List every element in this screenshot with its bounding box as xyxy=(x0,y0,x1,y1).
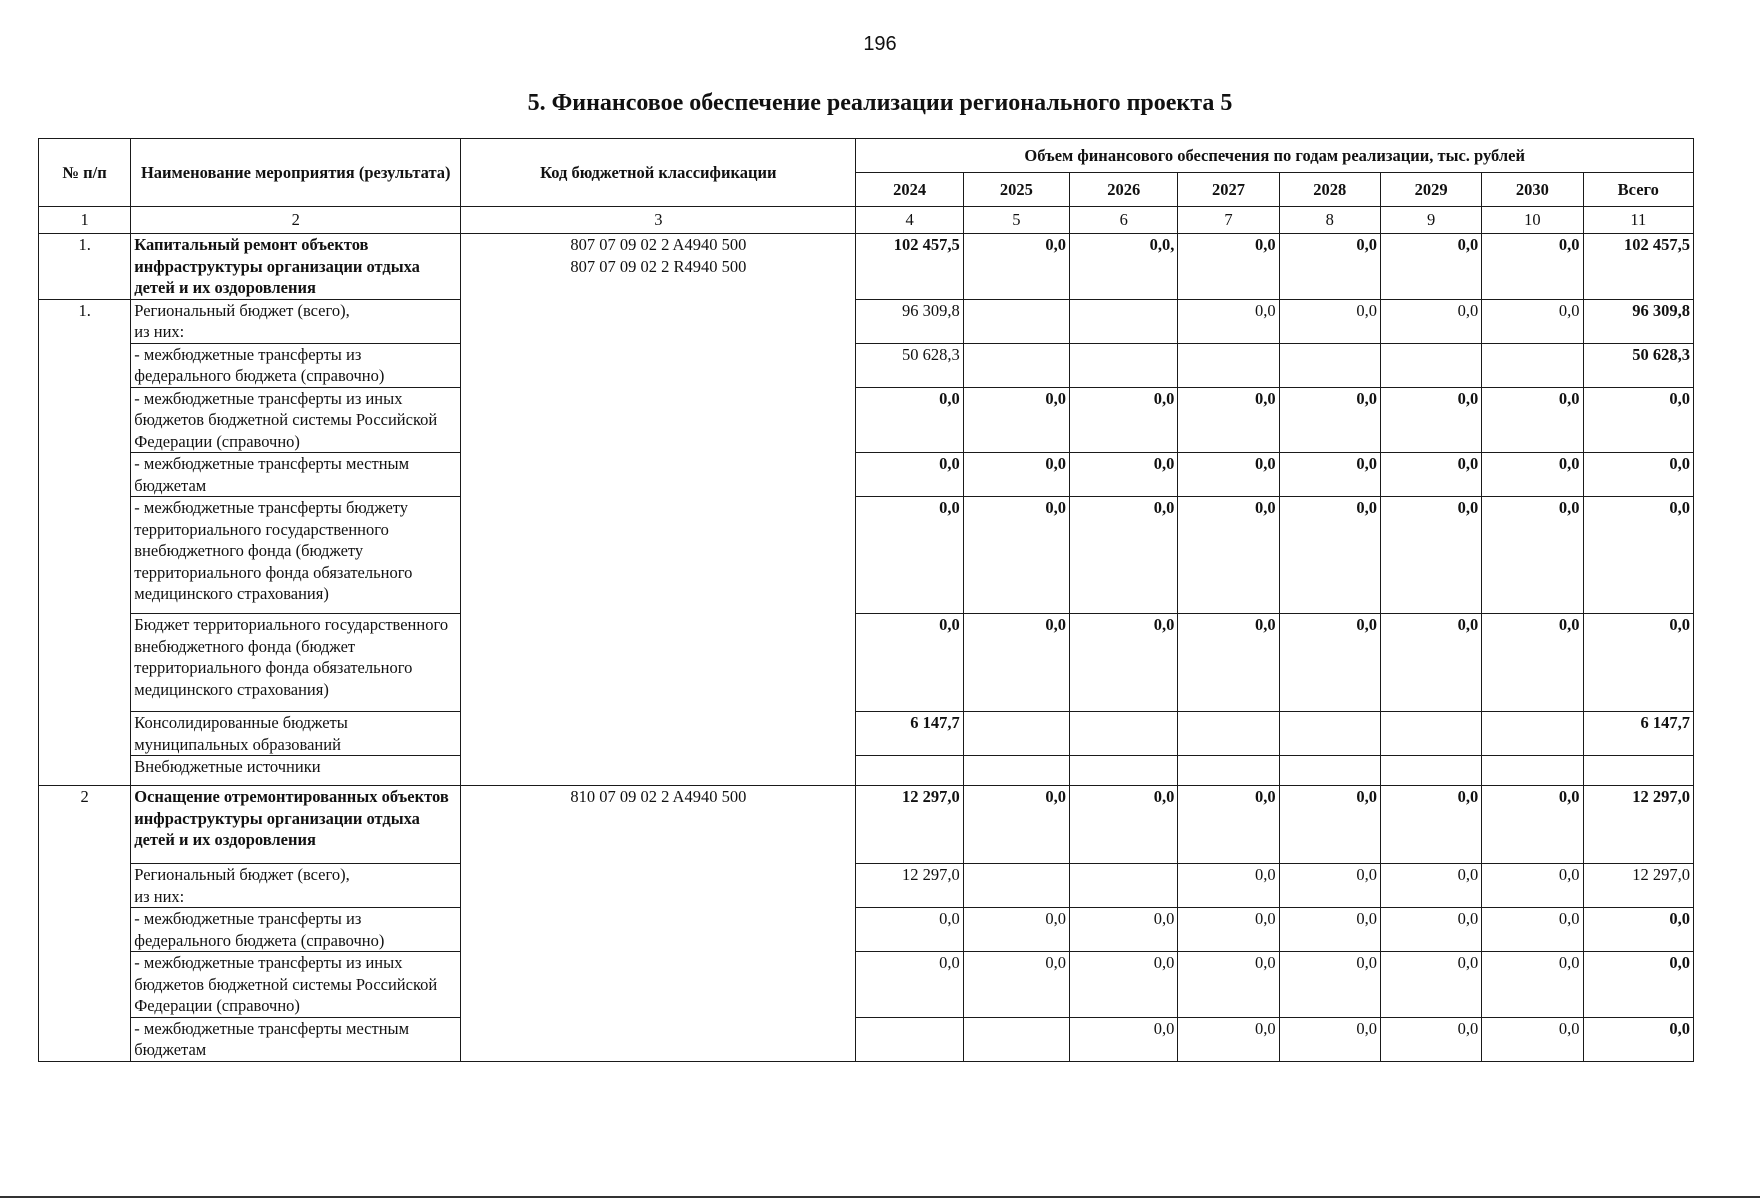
year-value: 0,0 xyxy=(1279,786,1380,864)
table-row xyxy=(39,343,1694,387)
measure-name: - межбюджетные трансферты из федерального бюджета (справочно) xyxy=(131,343,461,387)
financing-table xyxy=(38,138,1694,1062)
total-value: 0,0 xyxy=(1583,952,1693,1018)
table-row xyxy=(39,614,1694,712)
year-value: 0,0 xyxy=(1178,234,1279,300)
year-value: 0,0 xyxy=(1380,453,1481,497)
year-value: 0,0 xyxy=(1178,786,1279,864)
year-value xyxy=(856,756,963,786)
year-value: 96 309,8 xyxy=(856,299,963,343)
year-value: 0,0 xyxy=(1279,234,1380,300)
year-value: 0,0 xyxy=(1070,453,1178,497)
year-value xyxy=(1380,756,1481,786)
year-value: 0,0, xyxy=(1070,234,1178,300)
year-value: 0,0 xyxy=(1178,453,1279,497)
year-value: 0,0 xyxy=(1380,908,1481,952)
year-value: 0,0 xyxy=(1178,299,1279,343)
year-value: 0,0 xyxy=(1482,786,1583,864)
year-value: 0,0 xyxy=(1279,908,1380,952)
table-row xyxy=(39,234,1694,300)
year-value xyxy=(1380,712,1481,756)
year-value: 0,0 xyxy=(1178,952,1279,1018)
year-value xyxy=(1070,712,1178,756)
year-value xyxy=(1482,343,1583,387)
total-value: 6 147,7 xyxy=(1583,712,1693,756)
year-value: 0,0 xyxy=(1380,864,1481,908)
year-value: 0,0 xyxy=(1380,1017,1481,1061)
year-value: 0,0 xyxy=(963,614,1069,712)
year-value: 0,0 xyxy=(1178,387,1279,453)
table-row xyxy=(39,453,1694,497)
document-title: 5. Финансовое обеспечение реализации регионального проекта 5 xyxy=(527,90,1233,116)
measure-name: Консолидированные бюджеты муниципальных образований xyxy=(131,712,461,756)
column-number: 8 xyxy=(1279,207,1380,234)
year-value: 0,0 xyxy=(1070,952,1178,1018)
header-code: Код бюджетной классификации xyxy=(461,139,856,207)
year-value: 0,0 xyxy=(1482,908,1583,952)
year-value: 0,0 xyxy=(1178,497,1279,614)
header-year: 2025 xyxy=(963,173,1069,207)
year-value: 0,0 xyxy=(1380,234,1481,300)
budget-code: 810 07 09 02 2 A4940 500 xyxy=(461,786,856,1062)
total-value: 12 297,0 xyxy=(1583,864,1693,908)
year-value: 0,0 xyxy=(963,387,1069,453)
year-value xyxy=(963,299,1069,343)
year-value: 0,0 xyxy=(856,387,963,453)
footer-rule xyxy=(0,1196,1760,1198)
year-value: 0,0 xyxy=(1279,299,1380,343)
year-value xyxy=(1070,864,1178,908)
header-year: 2027 xyxy=(1178,173,1279,207)
year-value: 0,0 xyxy=(1482,387,1583,453)
year-value: 0,0 xyxy=(1279,453,1380,497)
year-value: 0,0 xyxy=(1482,299,1583,343)
table-row xyxy=(39,864,1694,908)
measure-name: - межбюджетные трансферты из иных бюджетов бюджетной системы Российской Федерации (справочно) xyxy=(131,952,461,1018)
header-year: 2026 xyxy=(1070,173,1178,207)
year-value: 0,0 xyxy=(856,497,963,614)
year-value: 0,0 xyxy=(1380,786,1481,864)
header-year: 2024 xyxy=(856,173,963,207)
total-value: 50 628,3 xyxy=(1583,343,1693,387)
header-year: Всего xyxy=(1583,173,1693,207)
year-value: 0,0 xyxy=(1070,387,1178,453)
year-value: 0,0 xyxy=(1380,614,1481,712)
year-value: 0,0 xyxy=(1482,864,1583,908)
year-value: 0,0 xyxy=(1279,497,1380,614)
measure-name: - межбюджетные трансферты местным бюджетам xyxy=(131,1017,461,1061)
column-number: 7 xyxy=(1178,207,1279,234)
year-value: 0,0 xyxy=(1178,864,1279,908)
year-value: 12 297,0 xyxy=(856,786,963,864)
measure-name: - межбюджетные трансферты местным бюджетам xyxy=(131,453,461,497)
header-number: № п/п xyxy=(39,139,131,207)
table-row xyxy=(39,786,1694,864)
header-volume: Объем финансового обеспечения по годам реализации, тыс. рублей xyxy=(856,139,1694,173)
total-value xyxy=(1583,756,1693,786)
year-value: 0,0 xyxy=(1279,614,1380,712)
total-value: 0,0 xyxy=(1583,614,1693,712)
header-year: 2028 xyxy=(1279,173,1380,207)
year-value: 6 147,7 xyxy=(856,712,963,756)
column-number: 1 xyxy=(39,207,131,234)
year-value xyxy=(856,1017,963,1061)
year-value xyxy=(1070,343,1178,387)
year-value: 0,0 xyxy=(963,786,1069,864)
year-value xyxy=(963,343,1069,387)
table-row xyxy=(39,712,1694,756)
year-value: 0,0 xyxy=(1070,786,1178,864)
table-row xyxy=(39,952,1694,1018)
measure-name: Капитальный ремонт объектов инфраструктуры организации отдыха детей и их оздоровления xyxy=(131,234,461,300)
year-value: 0,0 xyxy=(1482,234,1583,300)
year-value: 0,0 xyxy=(1380,497,1481,614)
column-number: 11 xyxy=(1583,207,1693,234)
total-value: 102 457,5 xyxy=(1583,234,1693,300)
column-number: 3 xyxy=(461,207,856,234)
column-number: 4 xyxy=(856,207,963,234)
year-value xyxy=(1482,756,1583,786)
year-value: 50 628,3 xyxy=(856,343,963,387)
table-row xyxy=(39,387,1694,453)
year-value: 0,0 xyxy=(963,453,1069,497)
table-row xyxy=(39,908,1694,952)
total-value: 12 297,0 xyxy=(1583,786,1693,864)
year-value: 0,0 xyxy=(1482,453,1583,497)
year-value: 0,0 xyxy=(856,908,963,952)
year-value: 0,0 xyxy=(1482,952,1583,1018)
year-value xyxy=(1279,712,1380,756)
year-value: 0,0 xyxy=(1178,1017,1279,1061)
column-numbers-row xyxy=(39,207,1694,234)
year-value: 0,0 xyxy=(1070,908,1178,952)
year-value: 0,0 xyxy=(1279,952,1380,1018)
column-number: 6 xyxy=(1070,207,1178,234)
column-number: 2 xyxy=(131,207,461,234)
year-value xyxy=(1070,756,1178,786)
measure-name: - межбюджетные трансферты из иных бюджетов бюджетной системы Российской Федерации (справочно) xyxy=(131,387,461,453)
year-value xyxy=(963,1017,1069,1061)
page-number: 196 xyxy=(863,33,897,55)
total-value: 0,0 xyxy=(1583,453,1693,497)
year-value xyxy=(963,712,1069,756)
year-value: 0,0 xyxy=(1279,387,1380,453)
table-row xyxy=(39,756,1694,786)
header-name: Наименование мероприятия (результата) xyxy=(131,139,461,207)
year-value: 0,0 xyxy=(1482,614,1583,712)
measure-name: Региональный бюджет (всего), из них: xyxy=(131,299,461,343)
year-value: 0,0 xyxy=(1070,497,1178,614)
year-value: 0,0 xyxy=(1070,614,1178,712)
row-number: 1. xyxy=(39,234,131,300)
year-value xyxy=(1178,756,1279,786)
column-number: 9 xyxy=(1380,207,1481,234)
year-value: 0,0 xyxy=(1380,387,1481,453)
year-value: 0,0 xyxy=(1482,1017,1583,1061)
year-value: 0,0 xyxy=(1279,1017,1380,1061)
row-number: 1. xyxy=(39,299,131,786)
year-value: 0,0 xyxy=(856,453,963,497)
column-number: 5 xyxy=(963,207,1069,234)
year-value xyxy=(1279,756,1380,786)
year-value xyxy=(963,864,1069,908)
year-value: 102 457,5 xyxy=(856,234,963,300)
measure-name: Оснащение отремонтированных объектов инфраструктуры организации отдыха детей и их оздоровления xyxy=(131,786,461,864)
measure-name: Региональный бюджет (всего), из них: xyxy=(131,864,461,908)
year-value xyxy=(1279,343,1380,387)
year-value: 0,0 xyxy=(1178,614,1279,712)
year-value xyxy=(963,756,1069,786)
header-year: 2029 xyxy=(1380,173,1481,207)
row-number: 2 xyxy=(39,786,131,1062)
year-value xyxy=(1380,343,1481,387)
year-value: 12 297,0 xyxy=(856,864,963,908)
total-value: 0,0 xyxy=(1583,387,1693,453)
year-value: 0,0 xyxy=(1178,908,1279,952)
measure-name: Бюджет территориального государственного внебюджетного фонда (бюджет территориального фонда обязательного медицинского страхования) xyxy=(131,614,461,712)
measure-name: - межбюджетные трансферты из федерального бюджета (справочно) xyxy=(131,908,461,952)
year-value: 0,0 xyxy=(1070,1017,1178,1061)
table-body xyxy=(39,234,1694,1062)
total-value: 0,0 xyxy=(1583,1017,1693,1061)
year-value xyxy=(1178,712,1279,756)
year-value: 0,0 xyxy=(1482,497,1583,614)
year-value xyxy=(1482,712,1583,756)
year-value: 0,0 xyxy=(856,614,963,712)
year-value: 0,0 xyxy=(963,234,1069,300)
measure-name: Внебюджетные источники xyxy=(131,756,461,786)
year-value: 0,0 xyxy=(1380,952,1481,1018)
year-value xyxy=(1178,343,1279,387)
table-row xyxy=(39,497,1694,614)
measure-name: - межбюджетные трансферты бюджету территориального государственного внебюджетного фонда (бюджету территориального фонда обязательного медицинского страхования) xyxy=(131,497,461,614)
year-value: 0,0 xyxy=(963,908,1069,952)
year-value: 0,0 xyxy=(856,952,963,1018)
header-year: 2030 xyxy=(1482,173,1583,207)
year-value xyxy=(1070,299,1178,343)
year-value: 0,0 xyxy=(1380,299,1481,343)
table-row xyxy=(39,299,1694,343)
total-value: 96 309,8 xyxy=(1583,299,1693,343)
year-value: 0,0 xyxy=(1279,864,1380,908)
budget-code: 807 07 09 02 2 A4940 500 807 07 09 02 2 R4940 500 xyxy=(461,234,856,786)
year-value: 0,0 xyxy=(963,497,1069,614)
total-value: 0,0 xyxy=(1583,497,1693,614)
total-value: 0,0 xyxy=(1583,908,1693,952)
table-row xyxy=(39,1017,1694,1061)
year-value: 0,0 xyxy=(963,952,1069,1018)
column-number: 10 xyxy=(1482,207,1583,234)
